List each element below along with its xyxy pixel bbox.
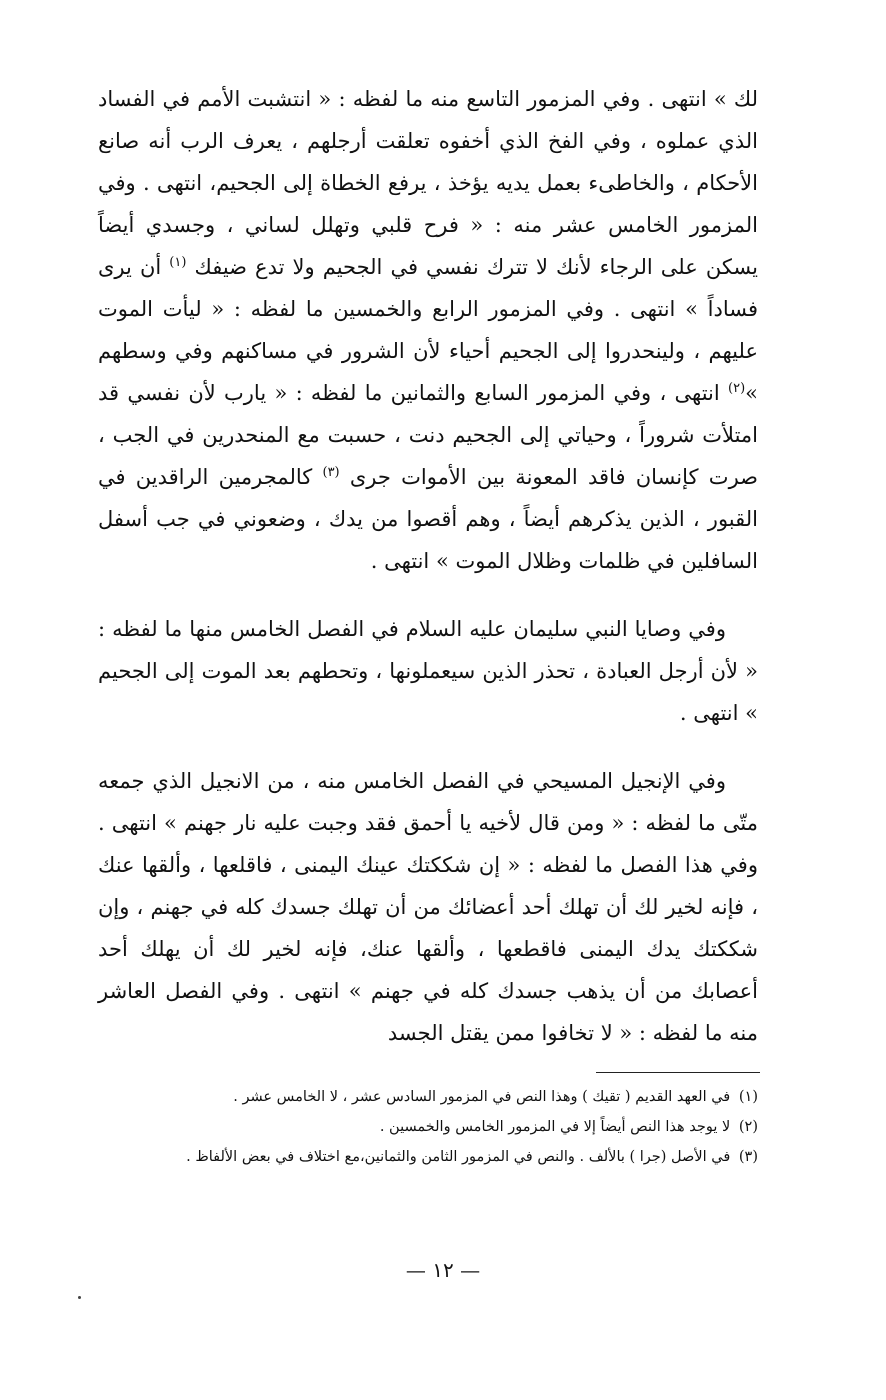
footnote-ref-3[interactable]: (٣) [322,465,340,480]
footnote-divider [596,1072,760,1073]
footnote-1 [102,1082,758,1112]
text-segment: كالمجرمين الراقدين في القبور ، الذين يذكرهم أيضاً ، وهم أقصوا من يدك ، وضعوني في جب أسفل السافلين في ظلمات وظلال الموت » انتهى . [98,465,758,573]
paragraph-gospel: وفي الإنجيل المسيحي في الفصل الخامس منه ، من الانجيل الذي جمعه متّى ما لفظه : « ومن قال لأخيه يا أحمق فقد وجبت عليه نار جهنم » انتهى . وفي هذا الفصل ما لفظه : « إن شككتك عينك اليمنى ، فاقلعها ، وألقها عنك ، فإنه لخير لك أن تهلك أحد أعضائك من أن تهلك جسدك كله في جهنم ، وإن شككتك يدك اليمنى فاقطعها ، وألقها عنك، فإنه لخير لك أن يهلك أحد أعصابك من أن يذهب جسدك كله في جهنم » انتهى . وفي الفصل العاشر منه ما لفظه : « لا تخافوا ممن يقتل الجسد [98,769,758,1045]
footnote-text: لا يوجد هذا النص أيضاً إلا في المزمور الخامس والخمسين . [379,1119,731,1135]
paragraph-psalms [98,78,758,582]
footnotes [102,1082,758,1172]
footnote-number: (٢) [738,1119,758,1135]
footnote-ref-1[interactable]: (١) [169,255,187,270]
footnote-number: (١) [738,1089,758,1105]
page-number: — ١٢ — [405,1258,481,1282]
footnote-number: (٣) [738,1149,758,1165]
footnote-text: في الأصل (جرا ) بالألف . والنص في المزمور الثامن والثمانين،مع اختلاف في بعض الألفاظ . [186,1149,731,1165]
paragraph-solomon: وفي وصايا النبي سليمان عليه السلام في الفصل الخامس منها ما لفظه : « لأن أرجل العبادة ، تحذر الذين سيعملونها ، وتحطهم بعد الموت إلى الجحيم » انتهى . [98,617,758,725]
text-segment: أن يرى فساداً » انتهى . وفي المزمور الرابع والخمسين ما لفظه : « ليأت الموت عليهم ، ولينحدروا إلى الجحيم أحياء لأن الشرور في مساكنهم وفي وسطهم » [98,255,758,405]
footnote-ref-2[interactable]: (٢) [728,381,746,396]
text-segment: لك » انتهى . وفي المزمور التاسع منه ما لفظه : « انتشبت الأمم في الفساد الذي عملوه ، وفي الفخ الذي أخفوه تعلقت أرجلهم ، يعرف الرب أنه صانع الأحكام ، والخاطىء بعمل يديه يؤخذ ، يرفع الخطاة إلى الجحيم، انتهى . وفي المزمور الخامس عشر منه : « فرح قلبي وتهلل لساني ، وجسدي أيضاً يسكن على الرجاء لأنك لا تترك نفسي في الجحيم ولا تدع ضيفك [98,87,758,279]
text-segment: انتهى ، وفي المزمور السابع والثمانين ما لفظه : « يارب لأن نفسي قد امتلأت شروراً ، وحياتي إلى الجحيم دنت ، حسبت مع المنحدرين في الجب ، صرت كإنسان فاقد المعونة بين الأموات جرى [98,381,758,489]
footnote-3 [102,1142,758,1172]
main-text [98,78,758,1054]
footnote-text: في العهد القديم ( تقيك ) وهذا النص في المزمور السادس عشر ، لا الخامس عشر . [233,1089,731,1105]
scan-speck [78,1296,81,1299]
footnote-2 [102,1112,758,1142]
